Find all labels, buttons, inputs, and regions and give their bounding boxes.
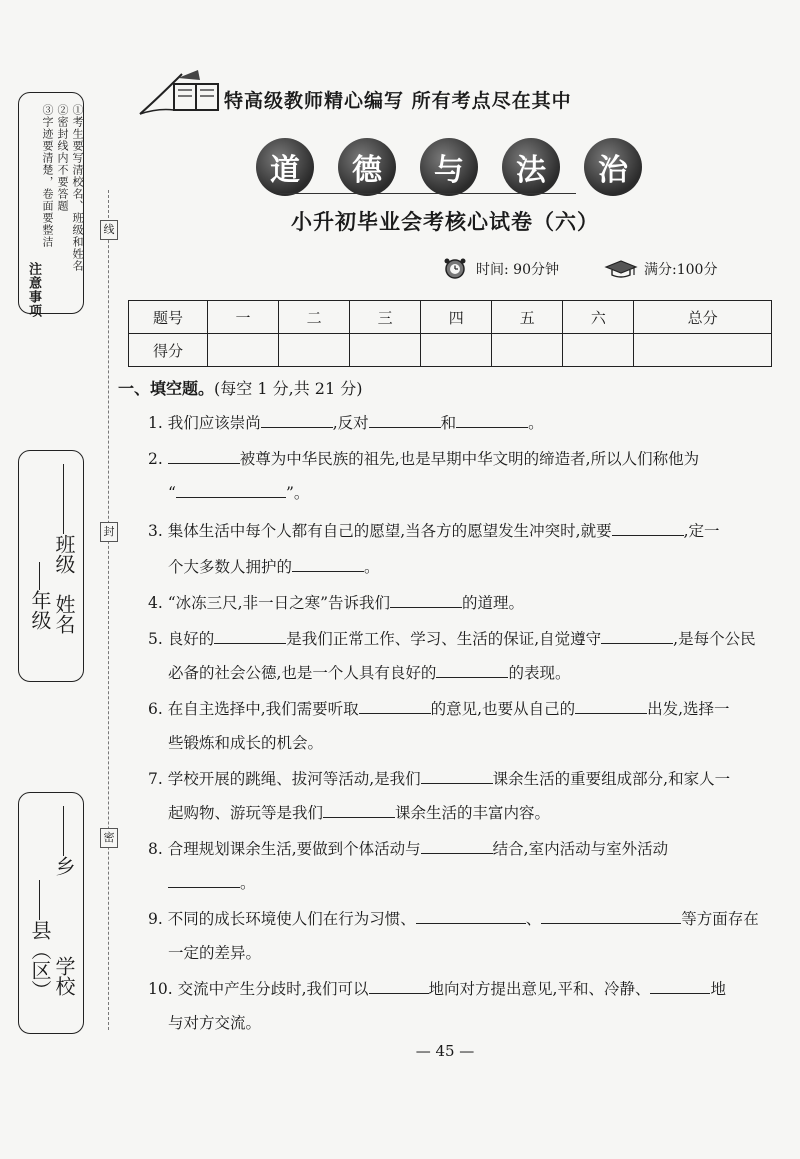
grade-label: 年级 (28, 590, 52, 630)
section-note: (每空 1 分,共 21 分) (214, 379, 363, 398)
table-cell: 一 (208, 301, 279, 334)
answer-blank[interactable] (359, 697, 431, 714)
question-9: 9. 不同的成长环境使人们在行为习惯、 、 等方面存在 (148, 902, 759, 937)
question-9-cont: 一定的差异。 (168, 944, 262, 962)
answer-blank[interactable] (601, 627, 673, 644)
graduation-cap-icon (604, 258, 638, 280)
exam-time-text: 时间: 90分钟 (476, 262, 559, 278)
answer-blank[interactable] (369, 977, 429, 994)
question-8-cont: 。 (168, 866, 256, 901)
table-cell: 四 (421, 301, 492, 334)
question-5-cont: 必备的社会公德,也是一个人具有良好的 的表现。 (168, 656, 570, 691)
clock-icon (440, 258, 470, 280)
answer-blank[interactable] (261, 411, 333, 428)
town-field (50, 806, 79, 876)
book-quill-icon (138, 68, 224, 118)
subject-char: 德 (338, 138, 396, 196)
notice-item: ③字迹要清楚，卷面要整洁 (41, 104, 54, 248)
town-label: 乡 (52, 856, 76, 876)
school-label: 学校 (52, 956, 76, 996)
table-cell: 二 (279, 301, 350, 334)
section-title-text: 一、填空题。 (118, 379, 215, 398)
question-8: 8. 合理规划课余生活,要做到个体活动与 结合,室内活动与室外活动 (148, 832, 668, 867)
county-label: 县（区） (28, 920, 52, 1000)
answer-blank[interactable] (575, 697, 647, 714)
table-cell: 六 (563, 301, 634, 334)
answer-blank[interactable] (292, 555, 364, 572)
full-score (604, 258, 717, 280)
school-field (50, 956, 79, 996)
question-1: 1. 我们应该崇尚 ,反对 和 。 (148, 406, 544, 441)
question-3-cont: 个大多数人拥护的 。 (168, 550, 380, 585)
notice-title: 注意事项 (26, 262, 41, 318)
subject-char: 道 (256, 138, 314, 196)
answer-blank[interactable] (456, 411, 528, 428)
answer-blank[interactable] (612, 519, 684, 536)
answer-blank[interactable] (369, 411, 441, 428)
score-table-header-row (129, 301, 772, 334)
score-cell[interactable] (563, 334, 634, 367)
subject-char: 治 (584, 138, 642, 196)
question-3: 3. 集体生活中每个人都有自己的愿望,当各方的愿望发生冲突时,就要 ,定一 (148, 514, 720, 549)
question-7-cont: 起购物、游玩等是我们 课余生活的丰富内容。 (168, 796, 550, 831)
score-cell[interactable] (279, 334, 350, 367)
answer-blank[interactable] (541, 907, 681, 924)
question-6-cont: 些锻炼和成长的机会。 (168, 734, 324, 752)
name-label: 姓名 (52, 594, 76, 634)
question-7: 7. 学校开展的跳绳、拔河等活动,是我们 课余生活的重要组成部分,和家人一 (148, 762, 730, 797)
table-cell: 得分 (129, 334, 208, 367)
answer-blank[interactable] (436, 661, 508, 678)
seal-mark-xian: 线 (100, 220, 118, 240)
answer-blank[interactable] (323, 801, 395, 818)
score-cell[interactable] (421, 334, 492, 367)
question-10-cont: 与对方交流。 (168, 1014, 262, 1032)
question-6: 6. 在自主选择中,我们需要听取 的意见,也要从自己的 出发,选择一 (148, 692, 730, 727)
table-cell: 三 (350, 301, 421, 334)
table-cell: 题号 (129, 301, 208, 334)
score-cell[interactable] (208, 334, 279, 367)
answer-blank[interactable] (390, 591, 462, 608)
exam-time (440, 258, 559, 280)
page-number: — 45 — (415, 1042, 475, 1060)
answer-blank[interactable] (416, 907, 526, 924)
answer-blank[interactable] (214, 627, 286, 644)
question-2: 2. 被尊为中华民族的祖先,也是早期中华文明的缔造者,所以人们称他为 (148, 442, 699, 477)
answer-blank[interactable] (421, 767, 493, 784)
answer-blank[interactable] (176, 481, 286, 498)
subject-char: 与 (420, 138, 478, 196)
notice-item: ①考生要写清校名、班级和姓名 (71, 104, 84, 272)
question-5: 5. 良好的 是我们正常工作、学习、生活的保证,自觉遵守 ,是每个公民 (148, 622, 756, 657)
title-divider (280, 193, 576, 194)
answer-blank[interactable] (168, 447, 240, 464)
full-score-text: 满分:100分 (644, 262, 718, 278)
score-cell[interactable] (350, 334, 421, 367)
exam-title: 小升初毕业会考核心试卷（六） (291, 210, 599, 234)
seal-dashed-line (108, 190, 109, 1030)
question-2-cont: “ ”。 (168, 476, 309, 511)
score-table (128, 300, 772, 367)
table-cell: 五 (492, 301, 563, 334)
seal-mark-feng: 封 (100, 522, 118, 542)
slogan: 特高级教师精心编写 所有考点尽在其中 (224, 90, 572, 112)
notice-item: ②密封线内不要答题 (56, 104, 69, 212)
answer-blank[interactable] (650, 977, 710, 994)
class-field (50, 464, 79, 574)
name-field (50, 594, 79, 634)
notice-list (40, 104, 85, 272)
table-cell: 总分 (634, 301, 772, 334)
score-cell[interactable] (492, 334, 563, 367)
subject-char: 法 (502, 138, 560, 196)
score-cell[interactable] (634, 334, 772, 367)
answer-blank[interactable] (421, 837, 493, 854)
class-label: 班级 (52, 534, 76, 574)
section-title (118, 376, 362, 399)
question-4: 4. “冰冻三尺,非一日之寒”告诉我们 的道理。 (148, 586, 524, 621)
subject-title (256, 138, 642, 196)
score-table-score-row (129, 334, 772, 367)
question-10: 10. 交流中产生分歧时,我们可以 地向对方提出意见,平和、冷静、 地 (148, 972, 726, 1007)
answer-blank[interactable] (168, 871, 240, 888)
seal-mark-mi: 密 (100, 828, 118, 848)
